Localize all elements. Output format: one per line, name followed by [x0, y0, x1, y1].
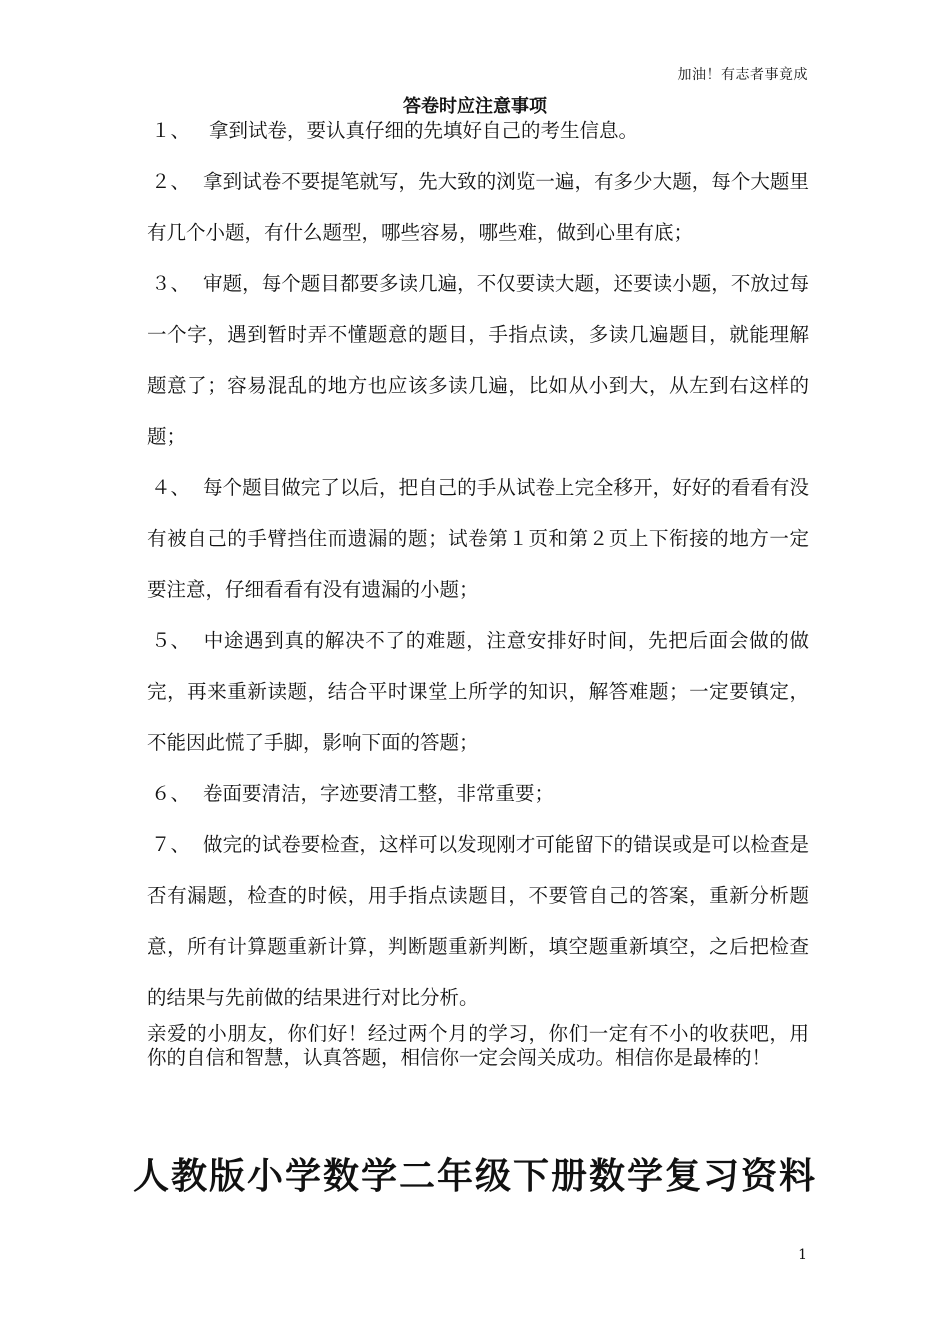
notice-item-number: ４、: [151, 476, 191, 499]
notice-item: [147, 615, 809, 768]
notice-item-number: ６、: [151, 782, 191, 805]
header-motto: 加油！有志者事竟成: [677, 67, 808, 83]
main-title: 人教版小学数学二年级下册数学复习资料: [132, 1155, 817, 1197]
notice-item: [147, 768, 809, 819]
notice-item: [147, 819, 809, 1023]
notice-item: [147, 258, 809, 462]
notice-item-text: 审题，每个题目都要多读几遍，不仅要读大题，还要读小题，不放过每一个字，遇到暂时弄不懂题意的题目，手指点读，多读几遍题目，就能理解题意了；容易混乱的地方也应该多读几遍，比如从小到大，从左到右这样的题；: [147, 272, 809, 448]
notice-list: [147, 116, 809, 1023]
notice-item-number: ３、: [151, 272, 191, 295]
notice-item-text: 拿到试卷，要认真仔细的先填好自己的考生信息。: [209, 119, 639, 142]
notice-item-number: ５、: [151, 629, 191, 652]
notice-item-text: 做完的试卷要检查，这样可以发现刚才可能留下的错误或是可以检查是否有漏题，检查的时候，用手指点读题目，不要管自己的答案，重新分析题意，所有计算题重新计算，判断题重新判断，填空题重新填空，之后把检查的结果与先前做的结果进行对比分析。: [147, 833, 809, 1009]
greeting-paragraph: 亲爱的小朋友，你们好！经过两个月的学习，你们一定有不小的收获吧，用你的自信和智慧，认真答题，相信你一定会闯关成功。相信你是最棒的！: [147, 1022, 809, 1069]
notice-item-text: 每个题目做完了以后，把自己的手从试卷上完全移开，好好的看看有没有被自己的手臂挡住而遗漏的题；试卷第１页和第２页上下衔接的地方一定要注意，仔细看看有没有遗漏的小题；: [147, 476, 809, 601]
notice-item: [147, 156, 809, 258]
notice-item-text: 中途遇到真的解决不了的难题，注意安排好时间，先把后面会做的做完，再来重新读题，结合平时课堂上所学的知识，解答难题；一定要镇定，不能因此慌了手脚，影响下面的答题；: [147, 629, 809, 754]
notice-item-text: 拿到试卷不要提笔就写，先大致的浏览一遍，有多少大题，每个大题里有几个小题，有什么题型，哪些容易，哪些难，做到心里有底；: [147, 170, 809, 244]
notice-title: 答卷时应注意事项: [403, 96, 547, 117]
notice-item-number: １、: [151, 119, 191, 142]
notice-item-number: ７、: [151, 833, 191, 856]
notice-item: [147, 462, 809, 615]
notice-item: [147, 116, 809, 146]
page-number: 1: [798, 1247, 807, 1263]
notice-item-text: 卷面要清洁，字迹要清工整，非常重要；: [203, 782, 555, 805]
notice-item-number: ２、: [151, 170, 191, 193]
